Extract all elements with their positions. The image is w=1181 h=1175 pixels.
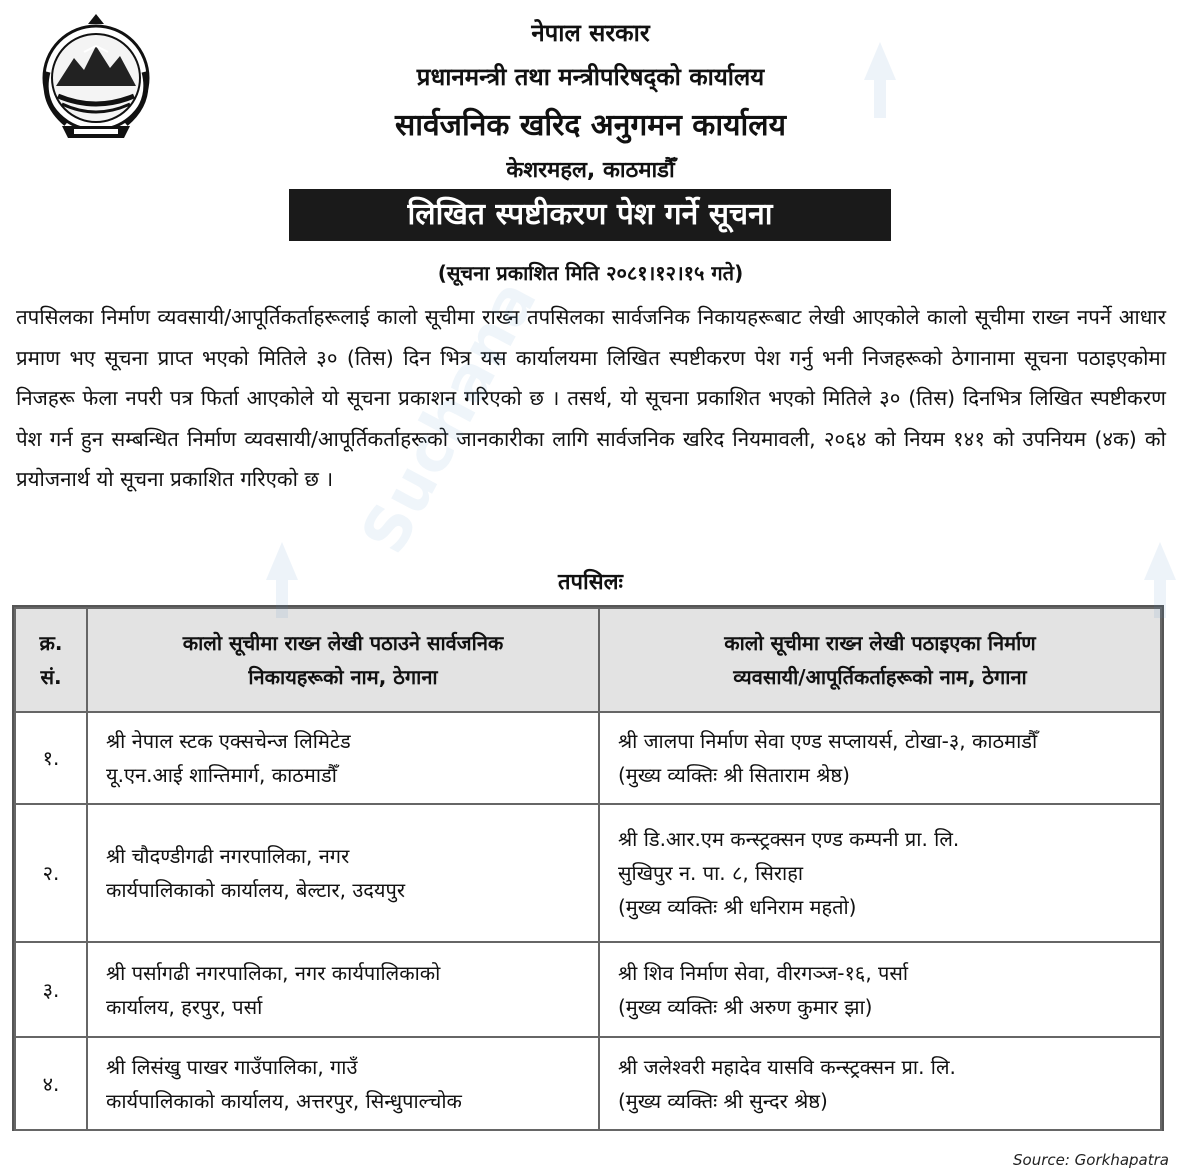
government-name: नेपाल सरकार: [531, 19, 650, 47]
schedule-heading: तपसिलः: [558, 570, 623, 595]
row-serial: २.: [15, 804, 87, 942]
office-address: केशरमहल, काठमाडौँ: [506, 158, 675, 183]
table-row: [15, 712, 1161, 804]
row-serial: ४.: [15, 1037, 87, 1130]
table-row: [15, 942, 1161, 1037]
column-header-entity: कालो सूचीमा राख्न लेखी पठाउने सार्वजनिक निकायहरूको नाम, ठेगाना: [87, 608, 599, 712]
source-credit: Source: Gorkhapatra: [1013, 1151, 1169, 1169]
row-firm: श्री शिव निर्माण सेवा, वीरगञ्ज-१६, पर्सा (मुख्य व्यक्तिः श्री अरुण कुमार झा): [599, 942, 1161, 1037]
published-date: (सूचना प्रकाशित मिति २०८१।१२।१५ गते): [437, 261, 744, 285]
row-entity: श्री नेपाल स्टक एक्सचेन्ज लिमिटेड यू.एन.आई शान्तिमार्ग, काठमाडौँ: [87, 712, 599, 804]
column-header-firm: कालो सूचीमा राख्न लेखी पठाइएका निर्माण व्यवसायी/आपूर्तिकर्ताहरूको नाम, ठेगाना: [599, 608, 1161, 712]
office-name: प्रधानमन्त्री तथा मन्त्रीपरिषद्को कार्यालय: [416, 63, 765, 91]
agency-name: सार्वजनिक खरिद अनुगमन कार्यालय: [394, 108, 787, 143]
table-row: [15, 1037, 1161, 1130]
column-header-serial: क्र. सं.: [15, 608, 87, 712]
row-serial: ३.: [15, 942, 87, 1037]
table-row: [15, 804, 1161, 942]
row-firm: श्री डि.आर.एम कन्स्ट्रक्सन एण्ड कम्पनी प्रा. लि. सुखिपुर न. पा. ८, सिराहा (मुख्य व्यक्तिः श्री धनिराम महतो): [599, 804, 1161, 942]
row-firm: श्री जालपा निर्माण सेवा एण्ड सप्लायर्स, टोखा-३, काठमाडौँ (मुख्य व्यक्तिः श्री सिताराम श्रेष्ठ): [599, 712, 1161, 804]
row-entity: श्री पर्सागढी नगरपालिका, नगर कार्यपालिकाको कार्यालय, हरपुर, पर्सा: [87, 942, 599, 1037]
schedule-table: [12, 605, 1164, 1131]
row-serial: १.: [15, 712, 87, 804]
row-entity: श्री लिसंखु पाखर गाउँपालिका, गाउँ कार्यपालिकाको कार्यालय, अत्तरपुर, सिन्धुपाल्चोक: [87, 1037, 599, 1130]
row-entity: श्री चौदण्डीगढी नगरपालिका, नगर कार्यपालिकाको कार्यालय, बेल्टार, उदयपुर: [87, 804, 599, 942]
notice-title: लिखित स्पष्टीकरण पेश गर्ने सूचना: [289, 189, 891, 241]
row-firm: श्री जलेश्वरी महादेव यासवि कन्स्ट्रक्सन प्रा. लि. (मुख्य व्यक्तिः श्री सुन्दर श्रेष्ठ): [599, 1037, 1161, 1130]
table-header-row: [15, 608, 1161, 712]
watermark-text: Suchana: [346, 268, 551, 565]
notice-body: तपसिलका निर्माण व्यवसायी/आपूर्तिकर्ताहरूलाई कालो सूचीमा राख्न तपसिलका सार्वजनिक निकायहरूबाट लेखी आएकोले कालो सूचीमा राख्न नपर्ने आधार प्रमाण भए सूचना प्राप्त भएको मितिले ३० (तिस) दिन भित्र यस कार्यालयमा लिखित स्पष्टीकरण पेश गर्नु भनी निजहरूको ठेगानामा सूचना पठाइएकोमा निजहरू फेला नपरी पत्र फिर्ता आएकोले यो सूचना प्रकाशन गरिएको छ । तसर्थ, यो सूचना प्रकाशित भएको मितिले ३० (तिस) दिनभित्र लिखित स्पष्टीकरण पेश गर्न हुन सम्बन्धित निर्माण व्यवसायी/आपूर्तिकर्ताहरूको जानकारीका लागि सार्वजनिक खरिद नियमावली, २०६४ को नियम १४१ को उपनियम (४क) को प्रयोजनार्थ यो सूचना प्रकाशित गरिएको छ ।: [16, 305, 1166, 491]
